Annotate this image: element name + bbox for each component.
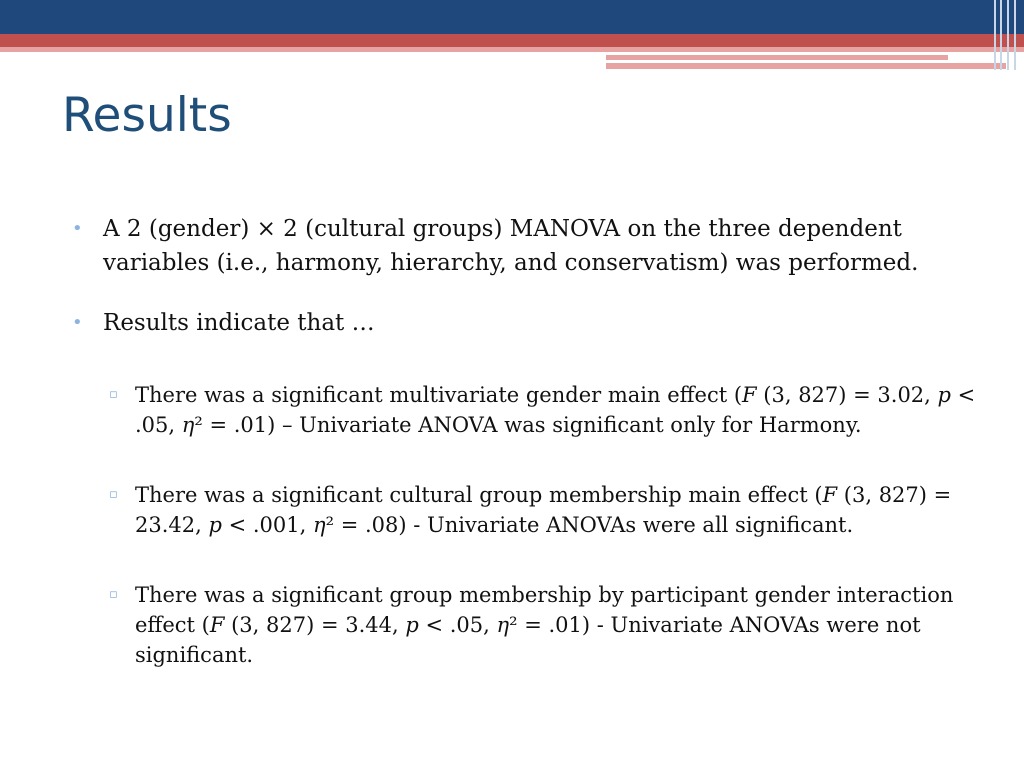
bullet-text: Results indicate that … [103, 310, 375, 336]
header-strip-upper [606, 55, 948, 60]
sub-bullet-item [72, 580, 982, 670]
header-vertical-line [1007, 0, 1009, 70]
header-vertical-line [994, 0, 996, 70]
square-bullet-icon: ▫ [109, 387, 118, 402]
header-vertical-line [1000, 0, 1002, 70]
bullet-text: A 2 (gender) × 2 (cultural groups) MANOVA on the three dependent variables (i.e., harmony, hierarchy, and conservatism) was performed. [103, 216, 919, 276]
square-bullet-icon: ▫ [109, 487, 118, 502]
header-strip-lower [606, 63, 1006, 69]
slide-body [72, 212, 982, 710]
header-bar-red [0, 34, 1024, 47]
sub-bullet-text: There was a significant cultural group membership main effect (F (3, 827) = 23.42, p < .001, η² = .08) - Univariate ANOVAs were all significant. [135, 483, 952, 537]
header-vertical-line [1014, 0, 1016, 70]
bullet-item [72, 212, 982, 280]
bullet-dot-icon: • [72, 218, 83, 239]
square-bullet-icon: ▫ [109, 587, 118, 602]
sub-bullet-text: There was a significant group membership by participant gender interaction effect (F (3, 827) = 3.44, p < .05, η² = .01) - Univariate ANOVAs were not significant. [135, 583, 954, 667]
bullet-dot-icon: • [72, 312, 83, 333]
sub-bullet-item [72, 480, 982, 540]
sub-bullet-item [72, 380, 982, 440]
bullet-item [72, 306, 982, 340]
header-bar-pink [0, 47, 1024, 52]
header-bar-blue [0, 0, 1024, 34]
slide-title: Results [62, 88, 232, 143]
sub-bullet-text: There was a significant multivariate gender main effect (F (3, 827) = 3.02, p < .05, η² = .01) – Univariate ANOVA was significant only for Harmony. [135, 383, 976, 437]
